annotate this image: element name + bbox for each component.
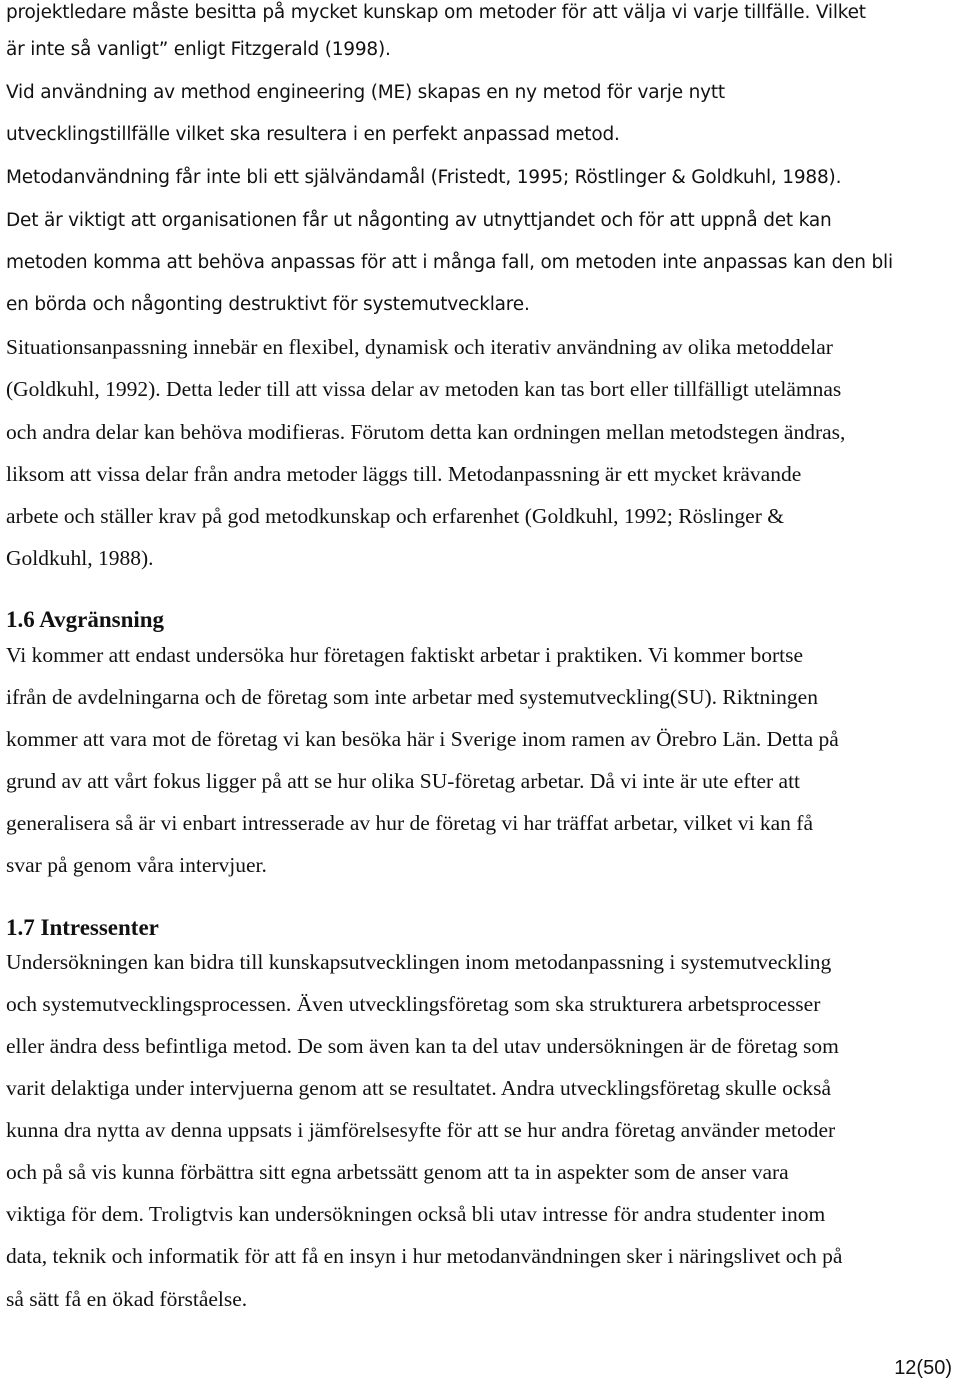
text-line: data, teknik och informatik för att få en insyn i hur metodanvändningen sker i näringslivet och på [6, 1244, 843, 1268]
text-line: viktiga för dem. Troligtvis kan undersökningen också bli utav intresse för andra studenter inom [6, 1202, 826, 1226]
text-line: grund av att vårt fokus ligger på att se hur olika SU-företag arbetar. Då vi inte är ute efter att [6, 769, 801, 793]
section-heading-intressenter: 1.7 Intressenter [6, 915, 159, 940]
text-line: Situationsanpassning innebär en flexibel, dynamisk och iterativ användning av olika metoddelar [6, 335, 833, 359]
text-line: liksom att vissa delar från andra metoder läggs till. Metodanpassning är ett mycket krävande [6, 462, 802, 486]
text-line: en börda och någonting destruktivt för systemutvecklare. [6, 294, 530, 315]
text-line: generalisera så är vi enbart intresserade av hur de företag vi har träffat arbetar, vilket vi kan få [6, 811, 813, 835]
page-number: 12(50) [894, 1357, 952, 1379]
text-line: eller ändra dess befintliga metod. De som även kan ta del utav undersökningen är de företag som [6, 1034, 839, 1058]
text-line: Goldkuhl, 1988). [6, 546, 154, 570]
text-line: kommer att vara mot de företag vi kan besöka här i Sverige inom ramen av Örebro Län. Detta på [6, 727, 839, 751]
text-line: och andra delar kan behöva modifieras. Förutom detta kan ordningen mellan metodstegen ändras, [6, 420, 846, 444]
text-line: så sätt få en ökad förståelse. [6, 1287, 248, 1311]
text-line: Metodanvändning får inte bli ett självändamål (Fristedt, 1995; Röstlinger & Goldkuhl, 1988). [6, 167, 842, 188]
text-line: Undersökningen kan bidra till kunskapsutvecklingen inom metodanpassning i systemutveckling [6, 950, 832, 974]
text-line: varit delaktiga under intervjuerna genom att se resultatet. Andra utvecklingsföretag skulle också [6, 1076, 832, 1100]
text-line: svar på genom våra intervjuer. [6, 853, 267, 877]
text-line: Det är viktigt att organisationen får ut någonting av utnyttjandet och för att uppnå det kan [6, 210, 832, 231]
text-line: metoden komma att behöva anpassas för att i många fall, om metoden inte anpassas kan den bli [6, 252, 893, 273]
text-line: Vi kommer att endast undersöka hur företagen faktiskt arbetar i praktiken. Vi kommer bortse [6, 643, 804, 667]
text-line: kunna dra nytta av denna uppsats i jämförelsesyfte för att se hur andra företag använder metoder [6, 1118, 836, 1142]
section-heading-avgransning: 1.6 Avgränsning [6, 607, 165, 632]
text-line: och systemutvecklingsprocessen. Även utvecklingsföretag som ska strukturera arbetsprocesser [6, 992, 821, 1016]
text-line: (Goldkuhl, 1992). Detta leder till att vissa delar av metoden kan tas bort eller tillfälligt utelämnas [6, 377, 842, 401]
text-line: projektledare måste besitta på mycket kunskap om metoder för att välja vi varje tillfälle. Vilket [6, 2, 866, 23]
text-line: Vid användning av method engineering (ME) skapas en ny metod för varje nytt [6, 82, 725, 103]
text-line: är inte så vanligt” enligt Fitzgerald (1998). [6, 39, 391, 60]
text-line: och på så vis kunna förbättra sitt egna arbetssätt genom att ta in aspekter som de anser vara [6, 1160, 789, 1184]
text-line: utvecklingstillfälle vilket ska resultera i en perfekt anpassad metod. [6, 124, 620, 145]
text-line: arbete och ställer krav på god metodkunskap och erfarenhet (Goldkuhl, 1992; Röslinger & [6, 504, 784, 528]
text-line: ifrån de avdelningarna och de företag som inte arbetar med systemutveckling(SU). Riktningen [6, 685, 818, 709]
